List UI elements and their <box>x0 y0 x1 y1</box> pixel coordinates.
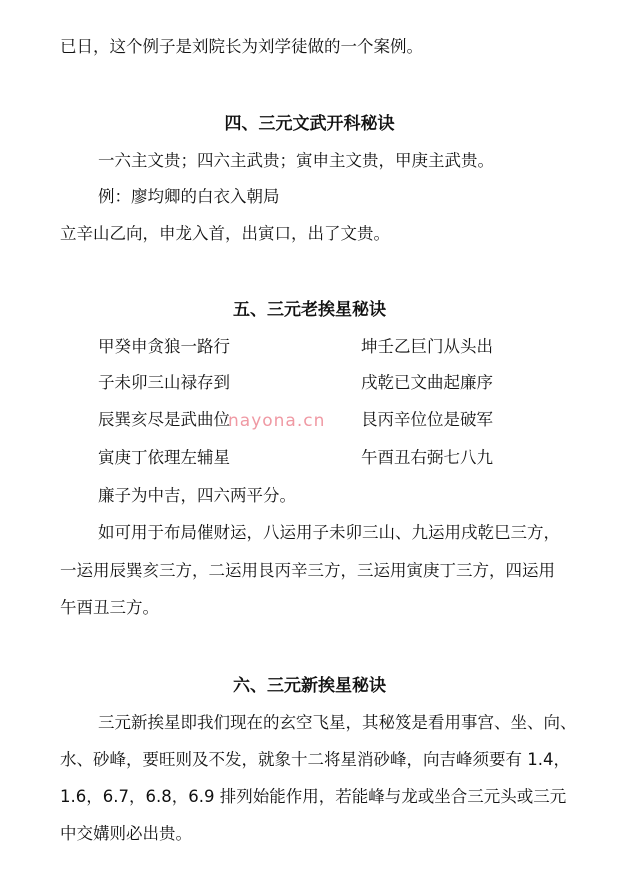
section-6-para-line-4: 中交媾则必出贵。 <box>60 824 192 843</box>
section-5-heading: 五、三元老挨星秘诀 <box>233 300 386 320</box>
section-6-para-line-3: 1.6，6.7，6.8，6.9 排列始能作用，若能峰与龙或坐合三元头或三元 <box>60 787 567 806</box>
section-6-para-line-1: 三元新挨星即我们现在的玄空飞星，其秘笈是看用事宫、坐、向、 <box>98 713 577 732</box>
section-4-line-1: 一六主文贵；四六主武贵；寅申主文贵，甲庚主武贵。 <box>98 151 494 170</box>
section-4-heading: 四、三元文武开科秘诀 <box>224 114 395 134</box>
section-6-para-line-2: 水、砂峰，要旺则及不发，就象十二将星消砂峰，向吉峰须要有 1.4， <box>60 750 570 769</box>
verse-left: 甲癸申贪狼一路行 <box>98 337 230 356</box>
section-5-para-line-2: 一运用辰巽亥三方，二运用艮丙辛三方，三运用寅庚丁三方，四运用 <box>60 561 555 580</box>
section-4-line-2: 例：廖均卿的白衣入朝局 <box>98 187 280 206</box>
verse-row <box>98 336 493 358</box>
watermark: nayona.cn <box>228 411 326 431</box>
verse-row <box>98 447 493 469</box>
section-5-para-line-1: 如可用于布局催财运，八运用子未卯三山、九运用戌乾巳三方， <box>98 523 560 542</box>
verse-row <box>98 372 493 394</box>
section-5-para-line-3: 午酉丑三方。 <box>60 598 159 617</box>
verse-right: 戌乾已文曲起廉序 <box>361 373 493 392</box>
section-4-line-3: 立辛山乙向，申龙入首，出寅口，出了文贵。 <box>60 224 390 243</box>
verse-left: 子未卯三山禄存到 <box>98 373 230 392</box>
verse-right: 午酉丑右弼七八九 <box>361 448 493 467</box>
verse-left: 辰巽亥尽是武曲位 <box>98 410 230 429</box>
verse-left: 寅庚丁依理左辅星 <box>98 448 230 467</box>
section-6-heading: 六、三元新挨星秘诀 <box>233 676 386 696</box>
intro-line: 已日，这个例子是刘院长为刘学徒做的一个案例。 <box>60 37 423 56</box>
section-5-note: 廉子为中吉，四六两平分。 <box>98 486 296 505</box>
verse-right: 坤壬乙巨门从头出 <box>361 337 493 356</box>
verse-right: 艮丙辛位位是破军 <box>361 410 493 429</box>
